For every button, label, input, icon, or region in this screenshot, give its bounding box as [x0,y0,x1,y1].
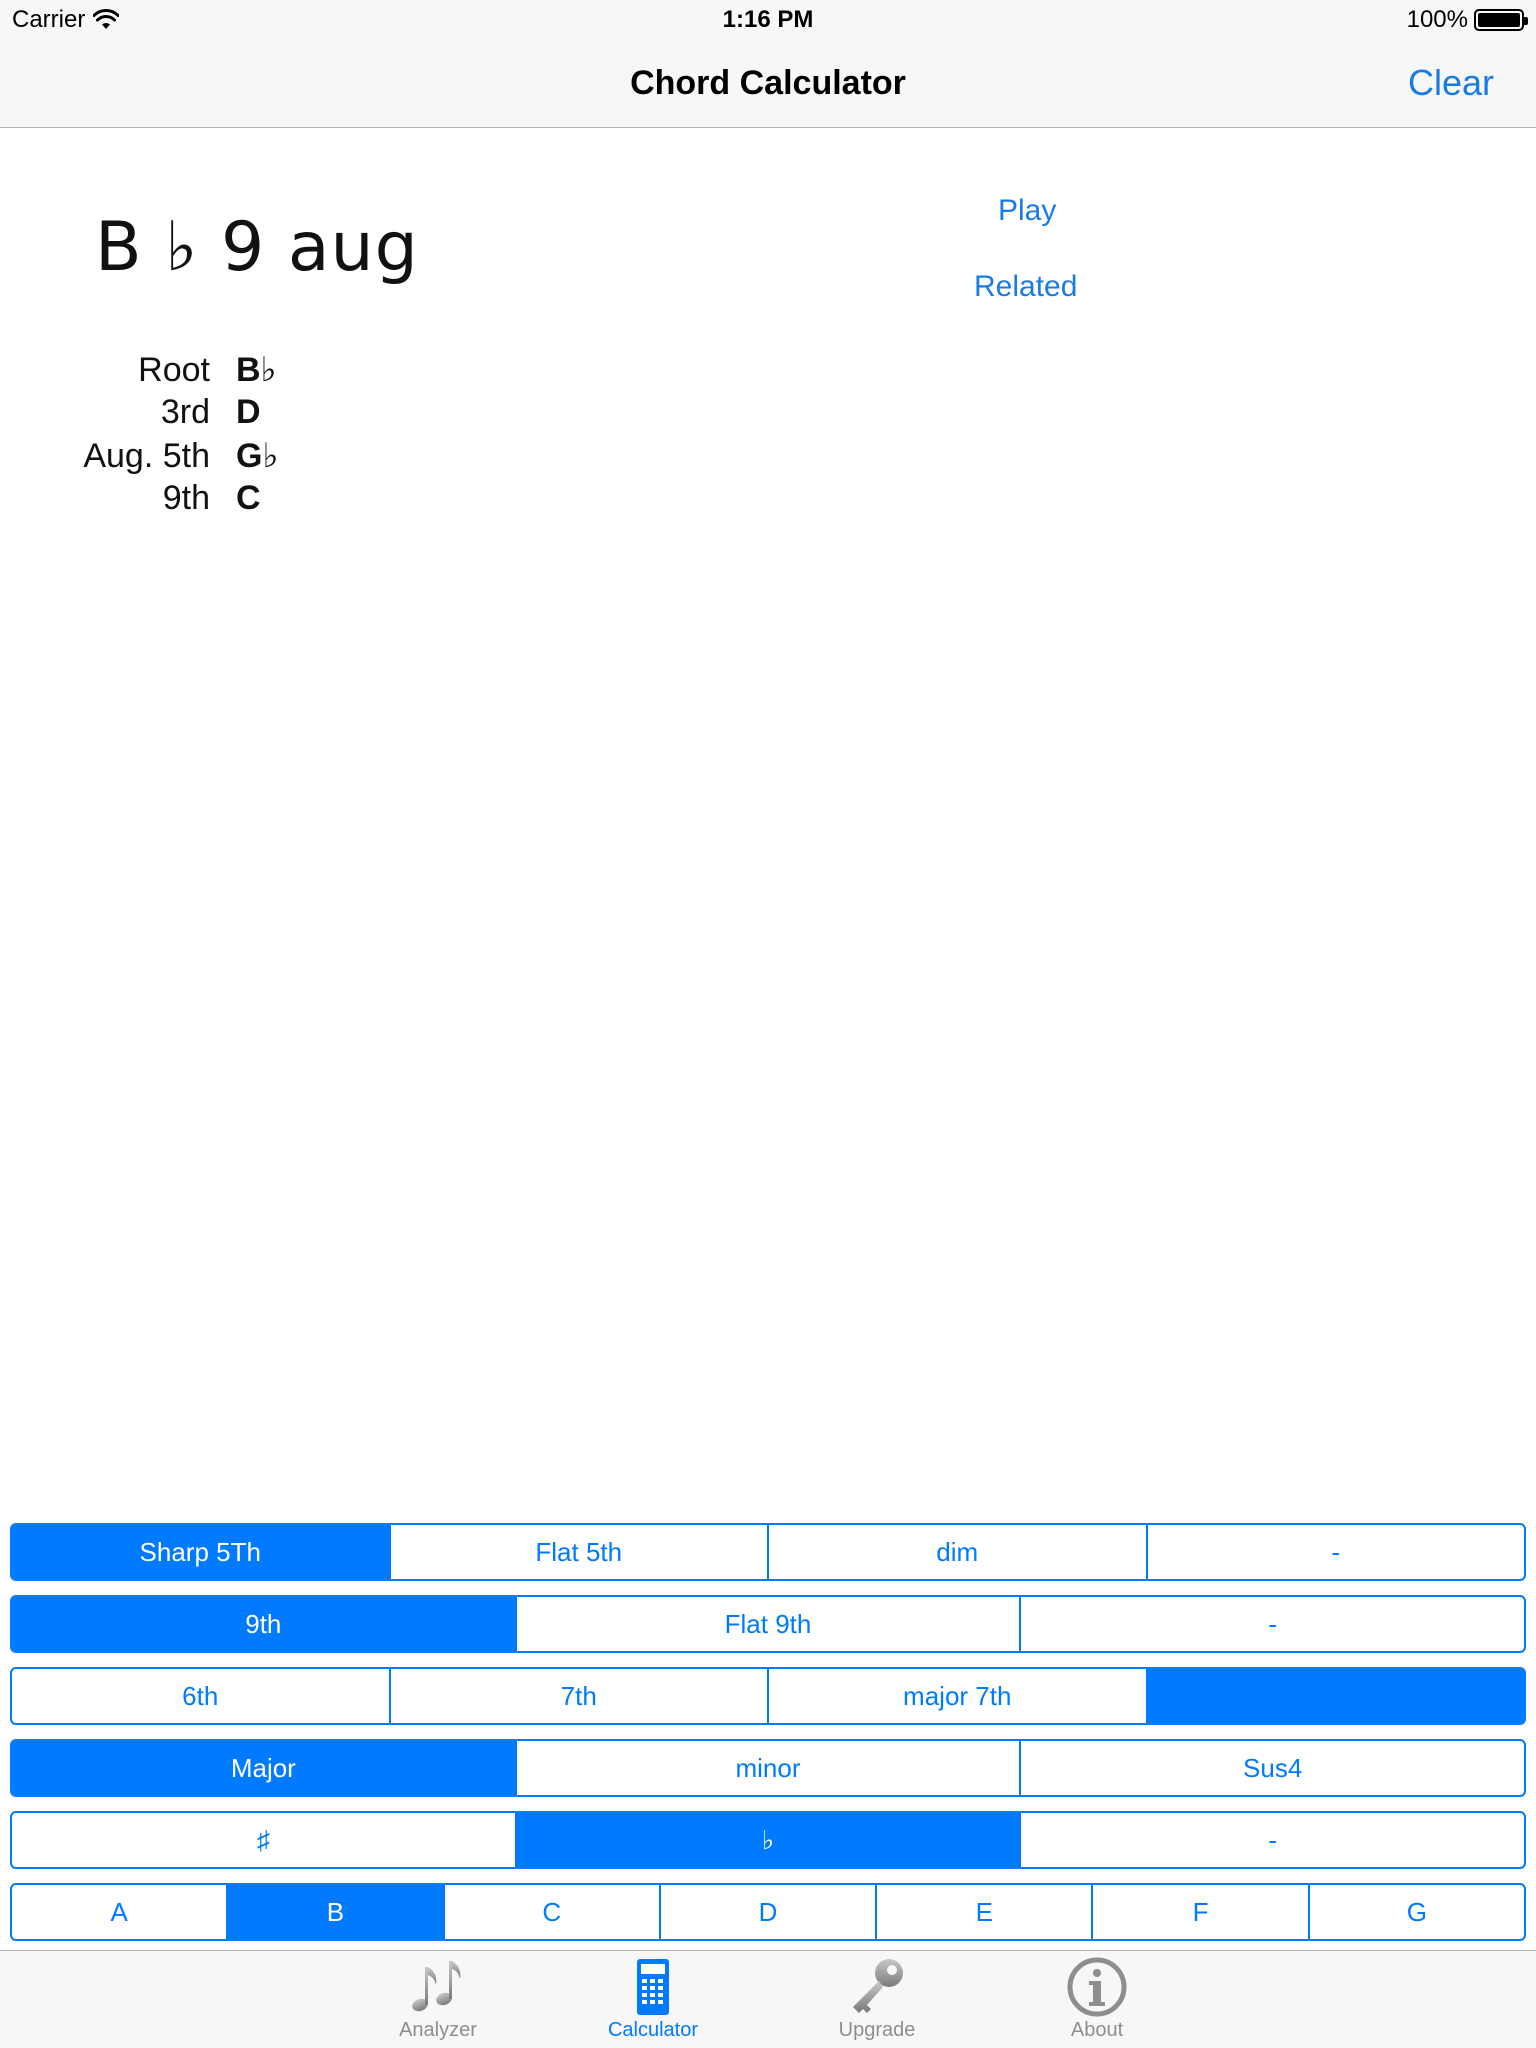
segment-sharp[interactable]: ♯ [256,1824,270,1855]
note-row-ninth [40,479,278,522]
play-button[interactable]: Play [998,194,1057,227]
status-time: 1:16 PM [722,6,814,33]
tab-about[interactable] [1012,1951,1182,2048]
note-value: B♭ [236,351,277,389]
segment-major-7th[interactable]: major 7th [767,1669,1146,1723]
info-icon [1065,1955,1129,2019]
ninth-segmented-control [10,1595,1526,1653]
note-value: D [236,393,261,431]
segment-sus4[interactable]: Sus4 [1019,1741,1524,1795]
tab-label: Upgrade [838,2019,916,2041]
note-row-third [40,393,278,436]
tab-label: About [1070,2019,1124,2041]
page-title: Chord Calculator [630,64,906,102]
segment-note-e[interactable]: E [875,1885,1091,1939]
related-button[interactable]: Related [974,270,1078,303]
segment-note-c[interactable]: C [443,1885,659,1939]
battery-percent: 100% [1406,6,1468,33]
note-row-root [40,350,278,393]
battery-indicator [1407,6,1524,34]
note-label: Aug. 5th [83,437,210,475]
note-value: G♭ [236,437,279,475]
accidental-segmented-control [10,1811,1526,1869]
segment-seventh-none[interactable] [1146,1669,1525,1723]
segment-note-b[interactable]: B [226,1885,442,1939]
navigation-bar [0,40,1536,128]
segment-flat-5th[interactable]: Flat 5th [389,1525,768,1579]
segment-flat[interactable]: ♭ [515,1813,1020,1867]
segment-note-g[interactable]: G [1308,1885,1524,1939]
segment-9th[interactable]: 9th [12,1597,515,1651]
carrier-label: Carrier [12,6,86,33]
tab-label: Calculator [607,2019,699,2041]
segment-note-d[interactable]: D [659,1885,875,1939]
chord-name: B ♭ 9 aug [95,208,419,287]
music-notes-icon [406,1955,470,2019]
note-label: Root [138,351,210,389]
quality-segmented-control [10,1739,1526,1797]
tab-calculator[interactable] [568,1951,738,2048]
segment-sharp-5th[interactable]: Sharp 5Th [12,1525,389,1579]
tab-bar [0,1950,1536,2048]
note-row-fifth [40,436,278,479]
segment-note-f[interactable]: F [1091,1885,1307,1939]
root-note-segmented-control [10,1883,1526,1941]
segment-7th[interactable]: 7th [389,1669,768,1723]
segment-major[interactable]: Major [12,1741,515,1795]
status-bar [0,0,1536,40]
segment-note-a[interactable]: A [110,1896,128,1927]
tab-label: Analyzer [399,2019,477,2041]
clear-button[interactable]: Clear [1407,62,1494,103]
segment-minor[interactable]: minor [515,1741,1020,1795]
segment-natural[interactable]: - [1019,1813,1524,1867]
segment-ninth-none[interactable]: - [1019,1597,1524,1651]
segment-6th[interactable]: 6th [182,1680,219,1711]
note-label: 3rd [160,393,210,431]
key-icon [845,1955,909,2019]
calculator-icon [621,1955,685,2019]
fifth-segmented-control [10,1523,1526,1581]
seventh-segmented-control [10,1667,1526,1725]
chord-notes-list [40,350,278,522]
segment-dim[interactable]: dim [767,1525,1146,1579]
segment-flat-9th[interactable]: Flat 9th [515,1597,1020,1651]
note-label: 9th [162,479,210,517]
tab-upgrade[interactable] [792,1951,962,2048]
segment-fifth-none[interactable]: - [1146,1525,1525,1579]
note-value: C [236,479,261,517]
tab-analyzer[interactable] [353,1951,523,2048]
battery-icon [1474,9,1524,31]
